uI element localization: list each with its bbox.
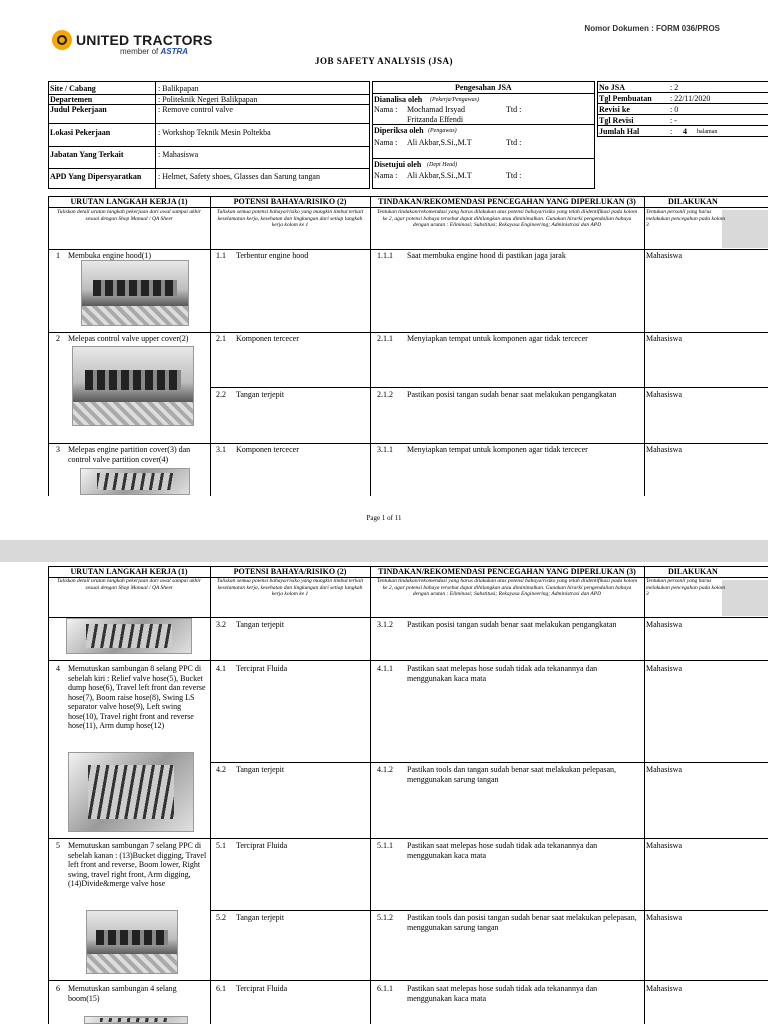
dept-value: : Politeknik Negeri Balikpapan (158, 95, 258, 104)
action-number: 5.1.2 (377, 913, 393, 922)
hazard-number: 3.1 (216, 445, 226, 454)
action-number: 5.1.1 (377, 841, 393, 850)
action-number: 3.1.1 (377, 445, 393, 454)
column-action-desc: Tentukan tindakan/rekomendasi yang harus dilakukan atas potensi bahaya/risiko yang telah diidentifikasi pada kolom ke 2, agar potensi bahaya tersebut dapat dihilangkan atau diminimalkan. Gunakan hirarki pengendalian bahaya dengan urutan : Eliminasi; Substitusi; Rekayasa Engineering; Administrasi dan APD (376, 209, 638, 228)
action-text: Pastikan tools dan tangan sudah benar saat melakukan pelepasan, menggunakan sarung tangan (407, 765, 617, 784)
step-number: 3 (56, 445, 60, 454)
action-number: 3.1.2 (377, 620, 393, 629)
action-text: Saat membuka engine hood di pastikan jaga jarak (407, 251, 566, 260)
analyzed-name-label: Nama : (374, 105, 398, 114)
action-text: Menyiapkan tempat untuk komponen agar tidak tercecer (407, 445, 588, 454)
dept-label: Departemen (50, 95, 93, 104)
page-count-label: Jumlah Hal (599, 127, 640, 136)
action-number: 2.1.1 (377, 334, 393, 343)
hazard-text: Terciprat Fluida (236, 664, 288, 673)
step-photo (72, 346, 194, 426)
analyzed-note: (Pekerja/Pengawas) (430, 97, 479, 103)
checked-name: Ali Akbar,S.Si.,M.T (407, 138, 472, 147)
jsa-number-value: : 2 (670, 83, 679, 92)
action-number: 4.1.1 (377, 664, 393, 673)
action-text: Pastikan posisi tangan sudah benar saat melakukan pengangkatan (407, 620, 617, 629)
approved-name: Ali Akbar,S.Si.,M.T (407, 171, 472, 180)
responsible-text: Mahasiswa (646, 334, 682, 343)
revision-value: : 0 (670, 105, 679, 114)
hazard-text: Komponen tercecer (236, 334, 299, 343)
approved-sign-label: Ttd : (506, 171, 522, 180)
hazard-text: Tangan terjepit (236, 765, 285, 774)
responsible-text: Mahasiswa (646, 390, 682, 399)
logo-name: UNITED TRACTORS (76, 32, 213, 48)
page-separator (0, 540, 768, 562)
column-steps-title: URUTAN LANGKAH KERJA (1) (70, 567, 188, 576)
step-number: 5 (56, 841, 60, 850)
column-hazard-desc: Tuliskan semua potensi bahaya/risiko yang mungkin timbul terkait keselamatan kerja, kesehatan dan lingkungan dari setiap langkah kerja kolom ke 1 (216, 578, 364, 597)
hazard-text: Tangan terjepit (236, 620, 285, 629)
checked-sign-label: Ttd : (506, 138, 522, 147)
site-value: : Balikpapan (158, 84, 199, 93)
step-text: Melepas engine partition cover(3) dan control valve partition cover(4) (68, 445, 191, 464)
step-text: Memutuskan sambungan 8 selang PPC di sebelah kiri : Relief valve hose(5), Bucket dump hose(6), Travel left front dan reverse hose(7), Boom raise hose(8), Swing LS separator valve hose(9), Left swing hose(10), Travel right front and reverse hose(11), Arm dump hose(12) (68, 664, 206, 730)
column-action-title: TINDAKAN/REKOMENDASI PENCEGAHAN YANG DIPERLUKAN (3) (378, 567, 636, 576)
hazard-number: 5.1 (216, 841, 226, 850)
column-steps-title: URUTAN LANGKAH KERJA (1) (70, 197, 188, 206)
action-text: Pastikan saat melepas hose sudah tidak ada tekanannya dan menggunakan kaca mata (407, 664, 598, 683)
step-text: Membuka engine hood(1) (68, 251, 152, 260)
step-photo (84, 1016, 188, 1024)
analyzed-sign-label: Ttd : (506, 105, 522, 114)
step-text: Memutuskan sambungan 7 selang PPC di sebelah kanan : (13)Bucket digging, Travel left front and reverse, Boom lower, Right swing, travel right front, Arm digging, (14)Divide&merge valve hose (68, 841, 207, 888)
responsible-text: Mahasiswa (646, 841, 682, 850)
step-photo (80, 468, 190, 495)
column-hazard-title: POTENSI BAHAYA/RISIKO (2) (233, 567, 347, 576)
action-number: 6.1.1 (377, 984, 393, 993)
hazard-number: 1.1 (216, 251, 226, 260)
revision-date-label: Tgl Revisi (599, 116, 634, 125)
action-text: Pastikan saat melepas hose sudah tidak ada tekanannya dan menggunakan kaca mata (407, 841, 598, 860)
step-photo (86, 910, 178, 974)
action-text: Pastikan saat melepas hose sudah tidak ada tekanannya dan menggunakan kaca mata (407, 984, 598, 1003)
action-text: Pastikan posisi tangan sudah benar saat melakukan pengangkatan (407, 390, 617, 399)
hazard-number: 6.1 (216, 984, 226, 993)
revision-date-value: : - (670, 116, 677, 125)
responsible-text: Mahasiswa (646, 251, 682, 260)
responsible-text: Mahasiswa (646, 984, 682, 993)
hazard-number: 4.2 (216, 765, 226, 774)
page-number: Page 1 of 11 (366, 514, 402, 522)
checked-name-label: Nama : (374, 138, 398, 147)
checked-note: (Pengawas) (428, 128, 457, 134)
logo-subtitle (120, 47, 188, 56)
column-steps-desc: Tuliskan detail urutan langkah pekerjaan dari awal sampai akhir sesuai dengan Shop Manual / QA Sheet (57, 578, 201, 591)
role-label: Jabatan Yang Terkait (50, 150, 124, 159)
apd-label: APD Yang Dipersyaratkan (50, 172, 142, 181)
step-number: 6 (56, 984, 60, 993)
job-value: : Remove control valve (158, 105, 233, 114)
ut-logo-icon (52, 30, 72, 50)
page-count-unit: halaman (697, 129, 718, 135)
page-count-value: 4 (683, 127, 687, 136)
column-responsible-title: DILAKUKAN (668, 197, 718, 206)
hazard-number: 2.2 (216, 390, 226, 399)
hazard-text: Terciprat Fluida (236, 984, 288, 993)
column-responsible-desc: Tentukan personil yang harus melakukan pencegahan pada kolom 3 (646, 578, 725, 597)
analyzed-label: Dianalisa oleh (374, 95, 423, 104)
hazard-text: Komponen tercecer (236, 445, 299, 454)
analyzed-name-2: Fritzanda Effendi (407, 115, 464, 124)
hazard-text: Terciprat Fluida (236, 841, 288, 850)
step-number: 4 (56, 664, 60, 673)
step-text: Memutuskan sambungan 4 selang boom(15) (68, 984, 177, 1003)
jsa-number-label: No JSA (599, 83, 626, 92)
approved-name-label: Nama : (374, 171, 398, 180)
hazard-number: 2.1 (216, 334, 226, 343)
role-value: : Mahasiswa (158, 150, 199, 159)
hazard-number: 4.1 (216, 664, 226, 673)
site-label: Site / Cabang (50, 84, 96, 93)
revision-label: Revisi ke (599, 105, 630, 114)
logo-sub-prefix: member of (120, 47, 159, 56)
column-hazard-desc: Tuliskan semua potensi bahaya/risiko yang mungkin timbul terkait keselamatan kerja, kesehatan dan lingkungan dari setiap langkah kerja kolom ke 1 (216, 209, 364, 228)
step-text: Melepas control valve upper cover(2) (68, 334, 189, 343)
hazard-number: 3.2 (216, 620, 226, 629)
action-number: 2.1.2 (377, 390, 393, 399)
page-count-colon: : (670, 127, 673, 136)
step-photo (68, 752, 194, 832)
created-date-value: : 22/11/2020 (670, 94, 711, 103)
column-hazard-title: POTENSI BAHAYA/RISIKO (2) (233, 197, 347, 206)
action-number: 1.1.1 (377, 251, 393, 260)
logo-sub-brand: ASTRA (160, 47, 189, 56)
action-number: 4.1.2 (377, 765, 393, 774)
step-photo (81, 260, 189, 326)
column-action-title: TINDAKAN/REKOMENDASI PENCEGAHAN YANG DIPERLUKAN (3) (378, 197, 636, 206)
document-number: Nomor Dokumen : FORM 036/PROS (584, 24, 720, 33)
hazard-text: Tangan terjepit (236, 913, 285, 922)
created-date-label: Tgl Pembuatan (599, 94, 652, 103)
responsible-text: Mahasiswa (646, 765, 682, 774)
action-text: Pastikan tools dan posisi tangan sudah benar saat melakukan pelepasan, menggunakan sarung tangan (407, 913, 637, 932)
step-number: 2 (56, 334, 60, 343)
hazard-text: Tangan terjepit (236, 390, 285, 399)
responsible-text: Mahasiswa (646, 913, 682, 922)
approval-title: Pengesahan JSA (455, 83, 512, 92)
location-value: : Workshop Teknik Mesin Poltekba (158, 128, 271, 137)
responsible-text: Mahasiswa (646, 664, 682, 673)
responsible-text: Mahasiswa (646, 445, 682, 454)
location-label: Lokasi Pekerjaan (50, 128, 111, 137)
hazard-number: 5.2 (216, 913, 226, 922)
checked-label: Diperiksa oleh (374, 126, 424, 135)
approved-label: Disetujui oleh (374, 160, 422, 169)
approved-note: (Dept Head) (427, 162, 458, 168)
page-title: JOB SAFETY ANALYSIS (JSA) (314, 56, 454, 66)
column-action-desc: Tentukan tindakan/rekomendasi yang harus dilakukan atas potensi bahaya/risiko yang telah diidentifikasi pada kolom ke 2, agar potensi bahaya tersebut dapat dihilangkan atau diminimalkan. Gunakan hirarki pengendalian bahaya dengan urutan : Eliminasi; Substitusi; Rekayasa Engineering; Administrasi dan APD (376, 578, 638, 597)
column-responsible-title: DILAKUKAN (668, 567, 718, 576)
column-responsible-desc: Tentukan personil yang harus melakukan pencegahan pada kolom 3 (646, 209, 725, 228)
hazard-text: Terbentur engine hood (236, 251, 309, 260)
action-text: Menyiapkan tempat untuk komponen agar tidak tercecer (407, 334, 588, 343)
step-photo (66, 618, 192, 654)
step-number: 1 (56, 251, 60, 260)
column-steps-desc: Tuliskan detail urutan langkah pekerjaan dari awal sampai akhir sesuai dengan Shop Manual / QA Sheet (57, 209, 201, 222)
responsible-text: Mahasiswa (646, 620, 682, 629)
analyzed-name-1: Mochamad Irsyad (407, 105, 465, 114)
job-label: Judul Pekerjaan (50, 105, 107, 114)
apd-value: : Helmet, Safety shoes, Glasses dan Sarung tangan (158, 172, 320, 181)
